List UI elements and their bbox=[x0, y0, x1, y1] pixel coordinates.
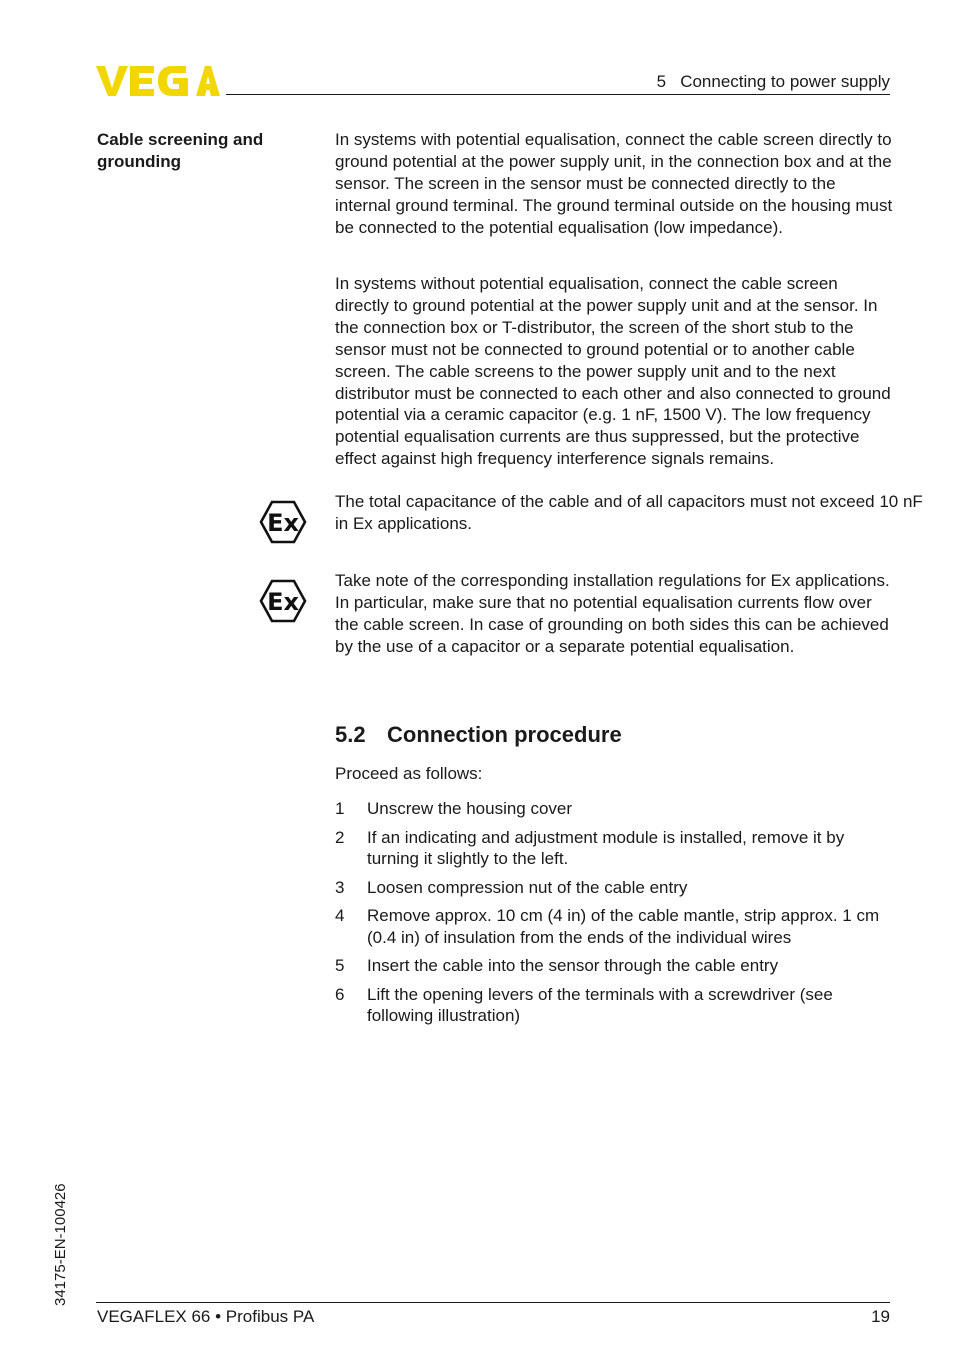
footer-rule bbox=[96, 1302, 890, 1303]
header-rule bbox=[226, 94, 890, 95]
document-id: 34175-EN-100426 bbox=[52, 1183, 69, 1306]
paragraph: In systems without potential equalisation, connect the cable screen directly to ground potential at the power supply unit and at the sensor. In the connection box or T-distributor, the screen of the short stub to the sensor must not be connected to ground potential or to another cable screen. The cable screens to the power supply unit and to the next distributor must be connected to each other and also connected to ground potential via a ceramic capacitor (e.g. 1 nF, 1500 V). The low frequency potential equalisation currents are thus suppressed, but the protective effect against high frequency interference signals remains. bbox=[335, 274, 891, 469]
step-text: Remove approx. 10 cm (4 in) of the cable mantle, strip approx. 1 cm (0.4 in) of insulation from the ends of the individual wires bbox=[367, 906, 880, 947]
footer-product: VEGAFLEX 66 • Profibus PA bbox=[97, 1307, 315, 1326]
step-item bbox=[335, 877, 895, 899]
step-number: 3 bbox=[335, 877, 345, 897]
page-number: 19 bbox=[871, 1307, 890, 1326]
section-intro: Proceed as follows: bbox=[335, 764, 483, 783]
step-number: 1 bbox=[335, 799, 345, 818]
step-item bbox=[335, 955, 895, 977]
step-item bbox=[335, 984, 895, 1027]
step-text: Lift the opening levers of the terminals with a screwdriver (see following illustration) bbox=[367, 984, 833, 1025]
paragraph: In systems with potential equalisation, connect the cable screen directly to ground potential at the power supply unit, in the connection box and at the sensor. The screen in the sensor must be connected directly to the internal ground terminal. The ground terminal outside on the housing must be connected to the potential equalisation (low impedance). bbox=[335, 130, 893, 237]
ex-note: The total capacitance of the cable and of all capacitors must not exceed 10 nF in Ex applications. bbox=[335, 492, 923, 533]
step-number: 6 bbox=[335, 984, 345, 1004]
section-number: 5.2 bbox=[335, 722, 366, 747]
step-number: 4 bbox=[335, 906, 345, 925]
step-item bbox=[335, 798, 895, 820]
step-number: 2 bbox=[335, 827, 345, 847]
step-text: Unscrew the housing cover bbox=[367, 799, 573, 818]
ex-note: Take note of the corresponding installation regulations for Ex applications. In particular, make sure that no potential equalisation currents flow over the cable screen. In case of grounding on both sides this can be achieved by the use of a capacitor or a separate potential equalisation. bbox=[335, 571, 890, 656]
svg-text:Ex: Ex bbox=[267, 588, 299, 616]
step-item bbox=[335, 905, 895, 948]
step-text: Insert the cable into the sensor through the cable entry bbox=[367, 956, 779, 975]
ex-icon bbox=[259, 500, 307, 544]
ex-icon bbox=[259, 579, 307, 623]
step-item bbox=[335, 827, 895, 870]
side-heading: Cable screening and grounding bbox=[97, 130, 264, 171]
section-title-text: Connection procedure bbox=[387, 722, 622, 747]
section-title bbox=[335, 722, 622, 748]
step-text: Loosen compression nut of the cable entry bbox=[367, 877, 688, 897]
step-number: 5 bbox=[335, 956, 345, 975]
svg-text:Ex: Ex bbox=[267, 509, 299, 537]
vega-logo bbox=[96, 64, 220, 98]
step-text: If an indicating and adjustment module is installed, remove it by turning it slightly to the left. bbox=[367, 827, 845, 868]
steps-list bbox=[335, 798, 895, 1034]
chapter-heading: 5 Connecting to power supply bbox=[656, 72, 890, 91]
